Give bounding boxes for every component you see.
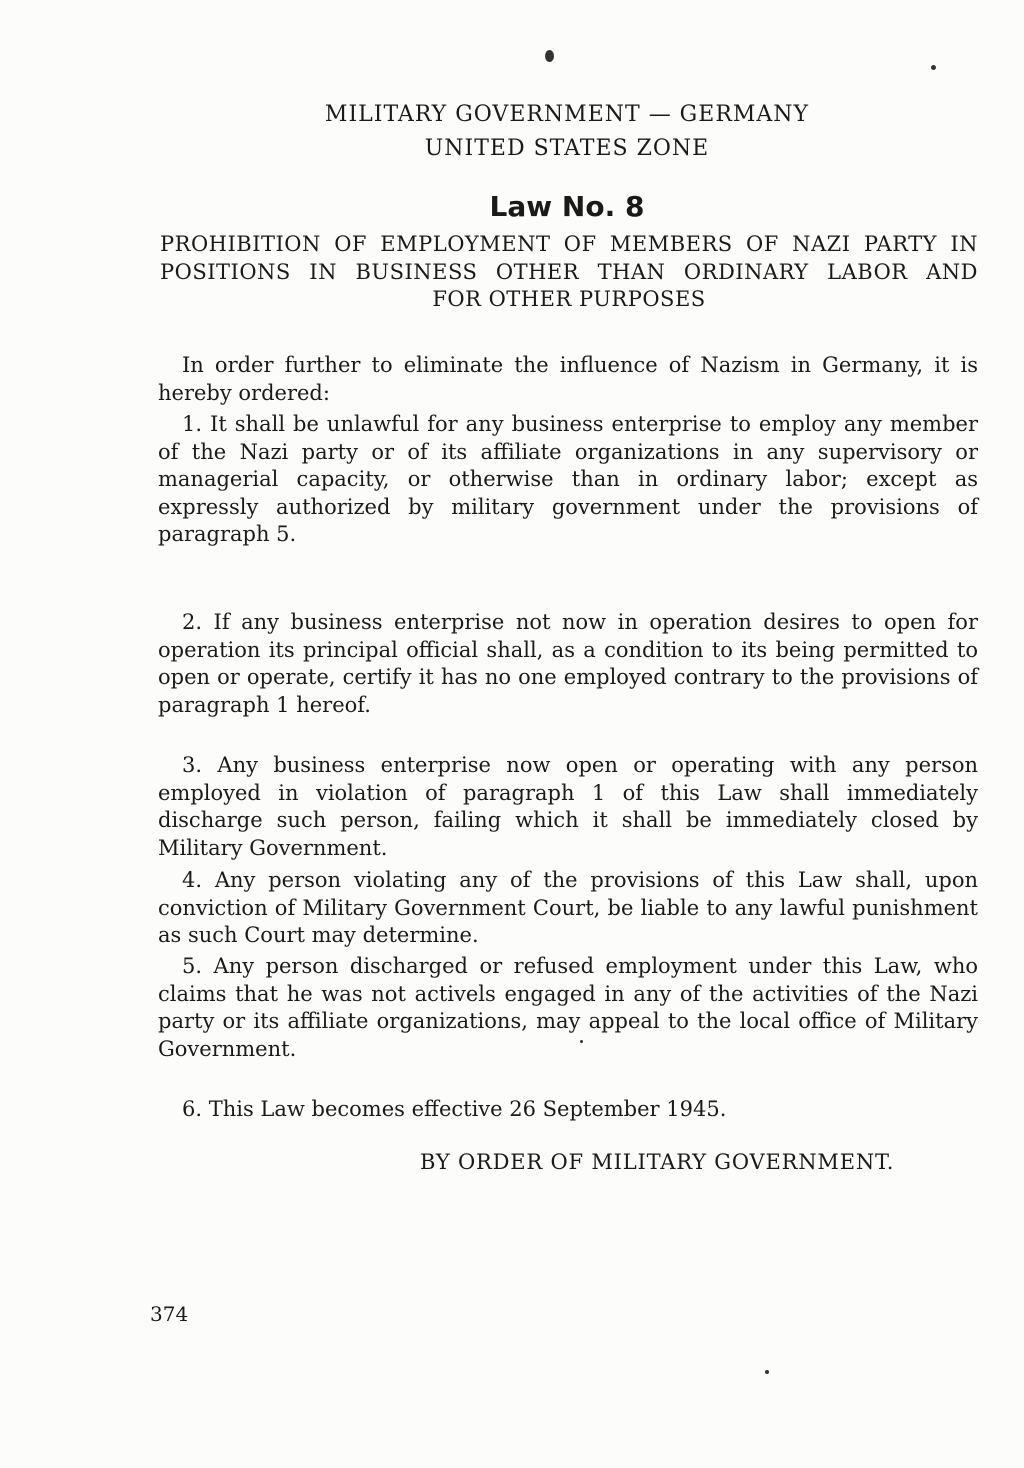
scan-speck (545, 50, 554, 62)
page-number: 374 (150, 1302, 189, 1326)
law-paragraph-5: 5. Any person discharged or refused employment under this Law, who claims that he was not activels engaged in any of the activities of the Nazi party or its affiliate organizations, may appeal to the local office of Military Government. (158, 954, 978, 1061)
scan-speck (931, 65, 936, 70)
signature-line: BY ORDER OF MILITARY GOVERNMENT. (420, 1150, 895, 1174)
scan-speck (580, 1040, 583, 1043)
law-paragraph-3: 3. Any business enterprise now open or operating with any person employed in violation of paragraph 1 of this Law shall immediately discharge such person, failing which it shall be immediately closed by Military Government. (158, 753, 978, 860)
scan-speck (765, 1370, 769, 1374)
law-paragraph-4: 4. Any person violating any of the provisions of this Law shall, upon conviction of Military Government Court, be liable to any lawful punishment as such Court may determine. (158, 868, 978, 947)
header-line-2: UNITED STATES ZONE (424, 136, 710, 161)
subtitle-line-3: FOR OTHER PURPOSES (432, 287, 706, 311)
law-paragraph-6: 6. This Law becomes effective 26 September 1945. (182, 1097, 727, 1121)
preamble-paragraph: In order further to eliminate the influence of Nazism in Germany, it is hereby ordered: (158, 353, 978, 405)
law-paragraph-2: 2. If any business enterprise not now in operation desires to open for operation its principal official shall, as a condition to its being permitted to open or operate, certify it has no one employed contrary to the provisions of paragraph 1 hereof. (158, 610, 978, 717)
header-line-1: MILITARY GOVERNMENT — GERMANY (324, 102, 810, 127)
law-paragraph-1: 1. It shall be unlawful for any business enterprise to employ any member of the Nazi party or of its affiliate organizations in any supervisory or managerial capacity, or otherwise than in ordinary labor; except as expressly authorized by military government under the provisions of paragraph 5. (158, 412, 978, 546)
law-title: Law No. 8 (489, 190, 645, 223)
subtitle-line-1: PROHIBITION OF EMPLOYMENT OF MEMBERS OF NAZI PARTY IN (160, 232, 978, 256)
subtitle-line-2: POSITIONS IN BUSINESS OTHER THAN ORDINARY LABOR AND (160, 260, 978, 284)
